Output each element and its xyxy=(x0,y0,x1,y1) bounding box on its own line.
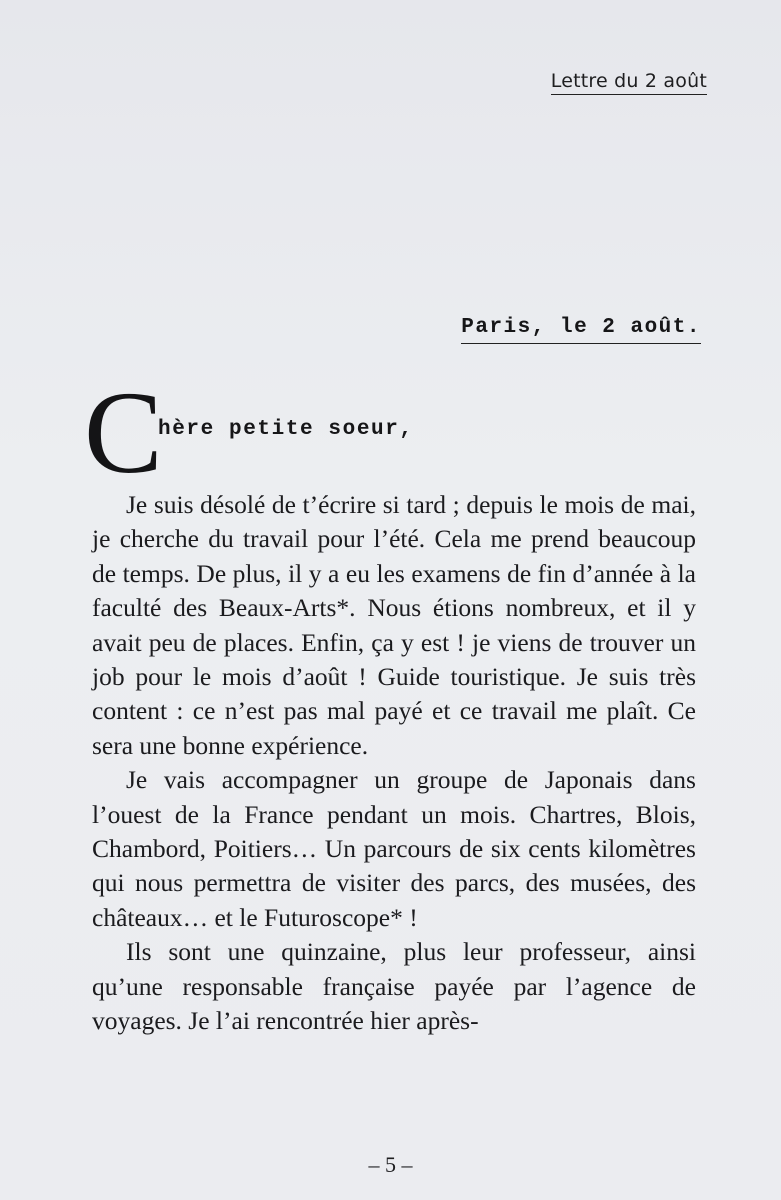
paragraph: Ils sont une quinzaine, plus leur professeur, ainsi qu’une responsable française payée par l’agence de voyages. Je l’ai rencontrée hier après- xyxy=(92,937,696,1036)
page-number: – 5 – xyxy=(368,1152,413,1177)
running-head: Lettre du 2 août xyxy=(551,70,707,95)
drop-cap: C xyxy=(84,367,163,498)
paragraph: Je vais accompagner un groupe de Japonais dans l’ouest de la France pendant un mois. Chartres, Blois, Chambord, Poitiers… Un parcours de six cents kilomètres qui nous permettra de visiter des parcs, des musées, des châteaux… et le Futuroscope* ! xyxy=(92,765,696,932)
paragraph: Je suis désolé de t’écrire si tard ; depuis le mois de mai, je cherche du travail pour l’été. Cela me prend beaucoup de temps. De plus, il y a eu les examens de fin d’année à la faculté des Beaux-Arts*. Nous étions nombreux, et il y avait peu de places. Enfin, ça y est ! je viens de trouver un job pour le mois d’août ! Guide touristique. Je suis très content : ce n’est pas mal payé et ce travail me plaît. Ce sera une bonne expérience. xyxy=(92,490,696,760)
letter-body xyxy=(92,488,696,1039)
letter-salutation: hère petite soeur, xyxy=(158,418,414,441)
letter-date: Paris, le 2 août. xyxy=(461,316,701,344)
